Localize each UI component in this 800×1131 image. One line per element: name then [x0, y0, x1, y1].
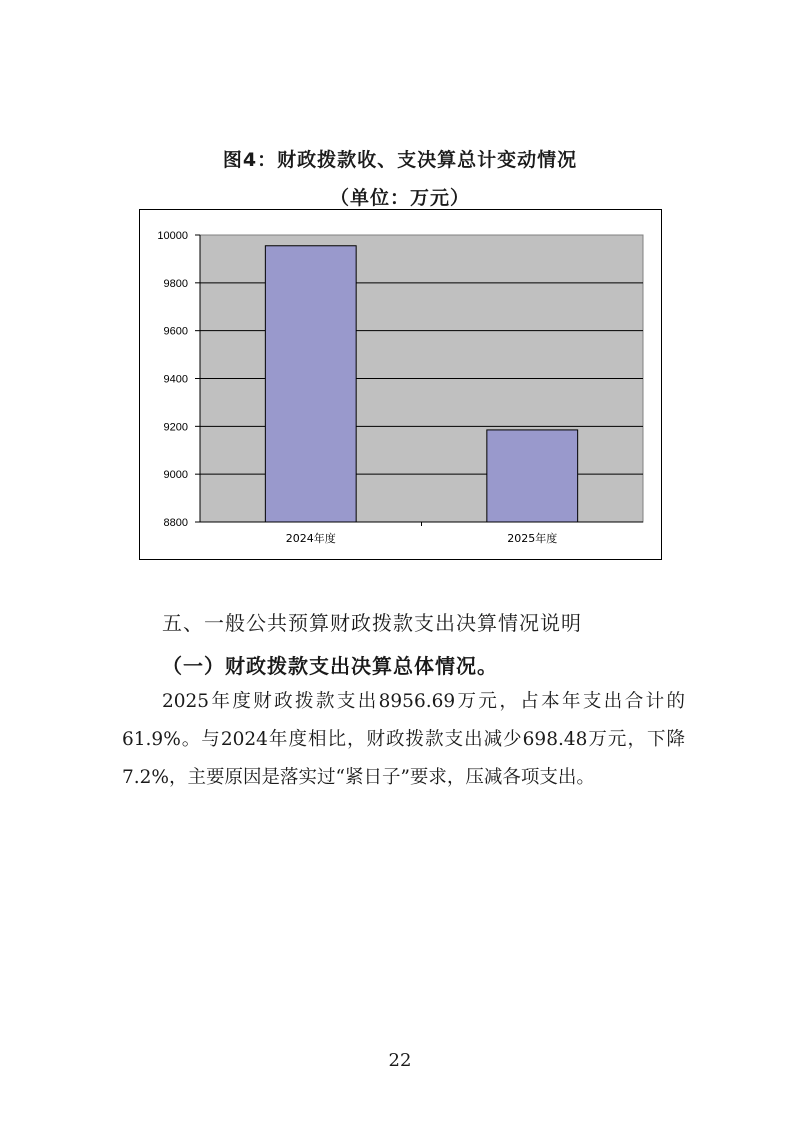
body-paragraph: 2025年度财政拨款支出8956.69万元，占本年支出合计的61.9%。与2024年度相比，财政拨款支出减少698.48万元，下降7.2%，主要原因是落实过“紧日子”要求，压减各项支出。	[122, 691, 685, 788]
bar-chart	[139, 209, 662, 560]
bar	[487, 430, 578, 522]
chart-title: 图4：财政拨款收、支决算总计变动情况	[222, 149, 578, 171]
y-tick-label: 10000	[157, 230, 188, 242]
y-tick-label: 9200	[163, 421, 188, 434]
y-tick-label: 9400	[163, 373, 188, 386]
page-number: 22	[388, 1050, 412, 1071]
y-tick-label: 9000	[163, 469, 188, 482]
section-heading: 五、一般公共预算财政拨款支出决算情况说明	[162, 611, 582, 635]
y-tick-label: 9600	[163, 325, 188, 338]
x-tick-label: 2024年度	[285, 532, 336, 545]
x-tick-label: 2025年度	[507, 532, 558, 545]
y-tick-label: 8800	[163, 517, 188, 529]
bar-chart-svg	[140, 210, 661, 559]
bar	[265, 246, 356, 522]
chart-unit: （单位：万元）	[329, 187, 470, 209]
sub-heading: （一）财政拨款支出决算总体情况。	[162, 654, 498, 678]
y-tick-label: 9800	[163, 277, 188, 290]
